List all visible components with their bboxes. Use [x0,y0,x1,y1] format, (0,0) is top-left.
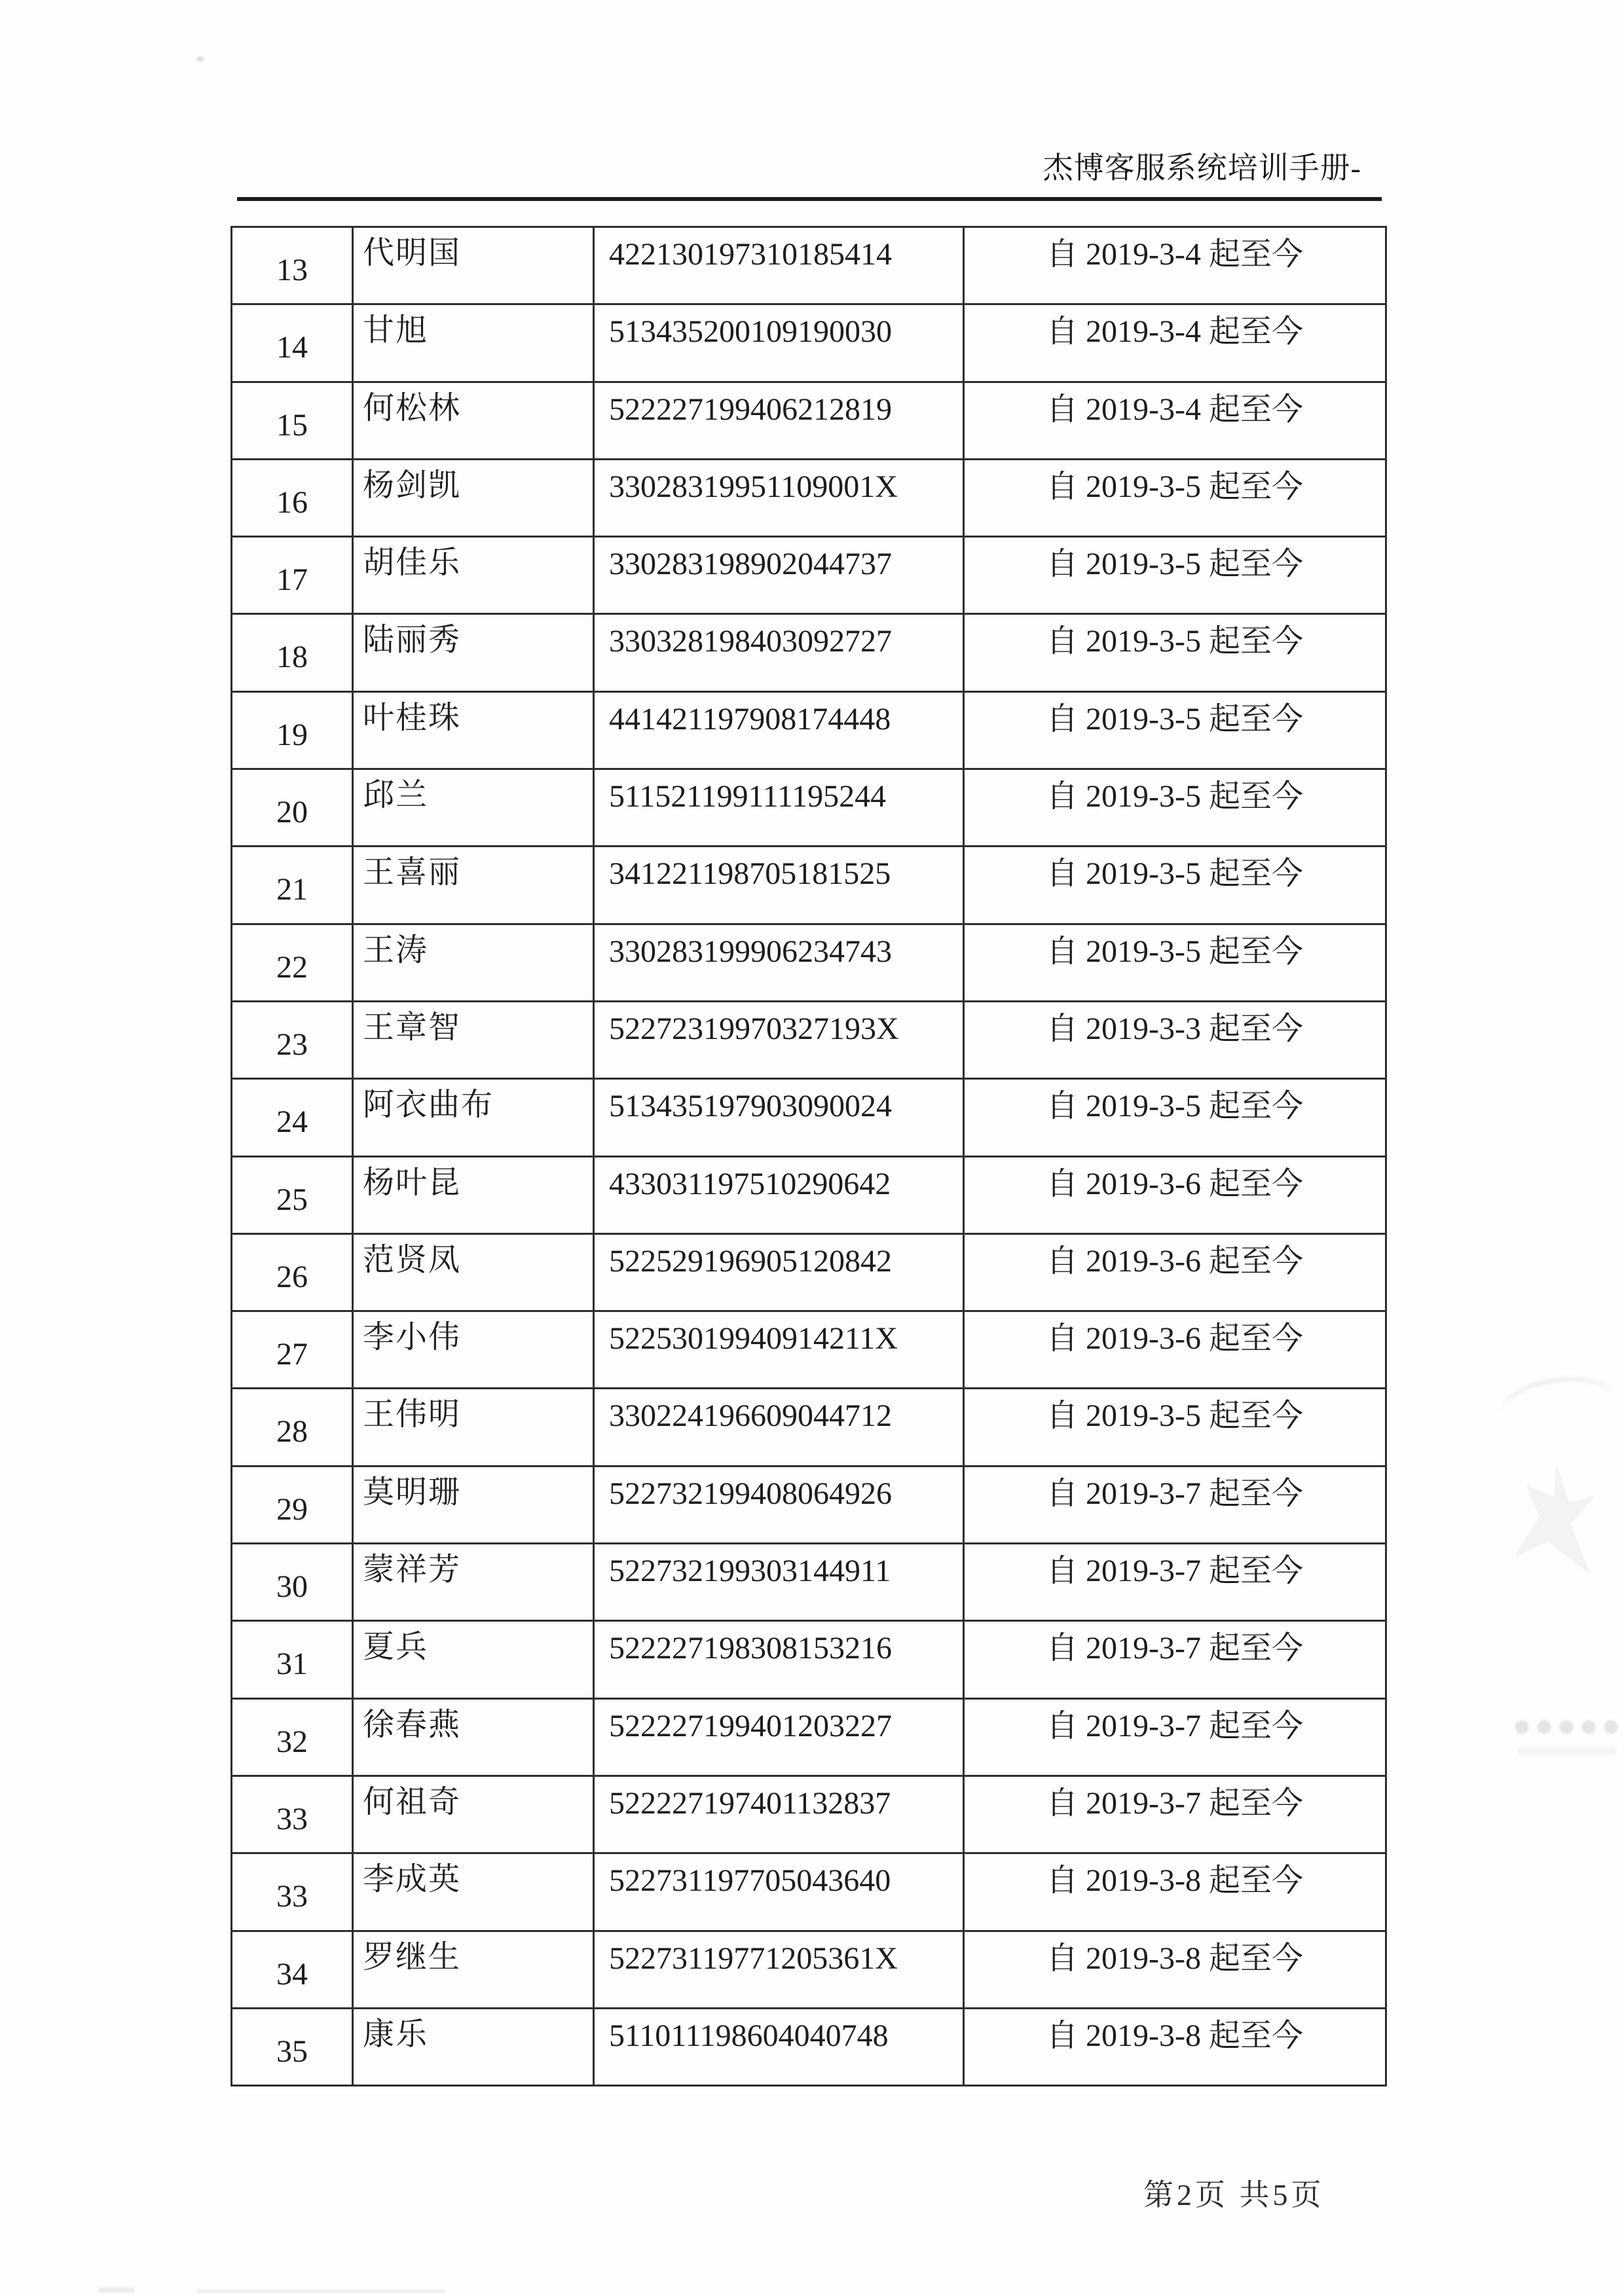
employment-period-cell: 自 2019-3-6 起至今 [964,1233,1386,1311]
scan-artifact-dots [1511,1717,1624,1739]
name-cell: 阿衣曲布 [353,1079,594,1156]
name-cell: 王涛 [353,924,594,1001]
row-number-cell: 26 [232,1233,353,1311]
table-row [232,1544,1386,1621]
table-row [232,1156,1386,1233]
table-row [232,304,1386,382]
id-number-cell: 522227199406212819 [594,382,964,459]
table-row [232,1389,1386,1466]
row-number-cell: 19 [232,691,353,769]
id-number-cell: 330328198403092727 [594,614,964,691]
name-cell: 徐春燕 [353,1698,594,1776]
name-cell: 甘旭 [353,304,594,382]
table-row [232,2008,1386,2085]
name-cell: 代明国 [353,227,594,304]
id-number-cell: 33028319951109001X [594,459,964,536]
table-row [232,227,1386,304]
row-number-cell: 17 [232,537,353,614]
name-cell: 李成英 [353,1853,594,1931]
table-row [232,1698,1386,1776]
row-number-cell: 13 [232,227,353,304]
employment-period-cell: 自 2019-3-7 起至今 [964,1698,1386,1776]
row-number-cell: 15 [232,382,353,459]
name-cell: 夏兵 [353,1621,594,1698]
table-row [232,1931,1386,2008]
table-row [232,1001,1386,1078]
name-cell: 何松林 [353,382,594,459]
employment-period-cell: 自 2019-3-5 起至今 [964,769,1386,847]
employment-period-cell: 自 2019-3-5 起至今 [964,459,1386,536]
id-number-cell: 433031197510290642 [594,1156,964,1233]
row-number-cell: 33 [232,1853,353,1931]
id-number-cell: 52253019940914211X [594,1311,964,1389]
row-number-cell: 34 [232,1931,353,2008]
name-cell: 莫明珊 [353,1466,594,1543]
id-number-cell: 52273119771205361X [594,1931,964,2008]
id-number-cell: 330224196609044712 [594,1389,964,1466]
name-cell: 范贤凤 [353,1233,594,1311]
scan-artifact-speck [196,56,204,62]
id-number-cell: 522731197705043640 [594,1853,964,1931]
id-number-cell: 522227197401132837 [594,1776,964,1853]
id-number-cell: 330283198902044737 [594,537,964,614]
id-number-cell: 441421197908174448 [594,691,964,769]
row-number-cell: 23 [232,1001,353,1078]
scan-artifact-star [1509,1463,1595,1575]
table-row [232,691,1386,769]
row-number-cell: 29 [232,1466,353,1543]
scan-artifact-swirl [1496,1370,1618,1440]
table-row [232,1311,1386,1389]
id-number-cell: 522732199408064926 [594,1466,964,1543]
id-number-cell: 522227198308153216 [594,1621,964,1698]
name-cell: 李小伟 [353,1311,594,1389]
name-cell: 陆丽秀 [353,614,594,691]
id-number-cell: 341221198705181525 [594,847,964,924]
table-row [232,1853,1386,1931]
employment-period-cell: 自 2019-3-5 起至今 [964,1079,1386,1156]
name-cell: 何祖奇 [353,1776,594,1853]
scan-artifact-smudge [1518,1747,1616,1755]
table-row [232,614,1386,691]
row-number-cell: 33 [232,1776,353,1853]
name-cell: 叶桂珠 [353,691,594,769]
employment-period-cell: 自 2019-3-5 起至今 [964,537,1386,614]
table-row [232,769,1386,847]
id-number-cell: 513435200109190030 [594,304,964,382]
table-row [232,537,1386,614]
row-number-cell: 18 [232,614,353,691]
roster-table [231,226,1387,2086]
employment-period-cell: 自 2019-3-4 起至今 [964,304,1386,382]
scan-artifact-bottom-edge [98,2287,134,2293]
page-footer: 第2页 共5页 [1143,2178,1325,2212]
row-number-cell: 14 [232,304,353,382]
name-cell: 蒙祥芳 [353,1544,594,1621]
name-cell: 杨剑凯 [353,459,594,536]
row-number-cell: 35 [232,2008,353,2085]
id-number-cell: 522529196905120842 [594,1233,964,1311]
employment-period-cell: 自 2019-3-5 起至今 [964,614,1386,691]
table-row [232,1466,1386,1543]
row-number-cell: 32 [232,1698,353,1776]
employment-period-cell: 自 2019-3-7 起至今 [964,1466,1386,1543]
id-number-cell: 522732199303144911 [594,1544,964,1621]
employment-period-cell: 自 2019-3-3 起至今 [964,1001,1386,1078]
employment-period-cell: 自 2019-3-8 起至今 [964,1931,1386,2008]
table-row [232,459,1386,536]
id-number-cell: 330283199906234743 [594,924,964,1001]
employment-period-cell: 自 2019-3-6 起至今 [964,1311,1386,1389]
employment-period-cell: 自 2019-3-7 起至今 [964,1544,1386,1621]
employment-period-cell: 自 2019-3-7 起至今 [964,1621,1386,1698]
row-number-cell: 16 [232,459,353,536]
name-cell: 胡佳乐 [353,537,594,614]
row-number-cell: 28 [232,1389,353,1466]
row-number-cell: 24 [232,1079,353,1156]
table-row [232,1079,1386,1156]
row-number-cell: 30 [232,1544,353,1621]
name-cell: 杨叶昆 [353,1156,594,1233]
table-row [232,1776,1386,1853]
scan-artifact-bottom-edge [196,2289,445,2293]
table-row [232,382,1386,459]
employment-period-cell: 自 2019-3-6 起至今 [964,1156,1386,1233]
employment-period-cell: 自 2019-3-5 起至今 [964,1389,1386,1466]
name-cell: 王喜丽 [353,847,594,924]
id-number-cell: 511521199111195244 [594,769,964,847]
employment-period-cell: 自 2019-3-7 起至今 [964,1776,1386,1853]
id-number-cell: 422130197310185414 [594,227,964,304]
employment-period-cell: 自 2019-3-5 起至今 [964,924,1386,1001]
name-cell: 罗继生 [353,1931,594,2008]
name-cell: 王伟明 [353,1389,594,1466]
employment-period-cell: 自 2019-3-8 起至今 [964,1853,1386,1931]
row-number-cell: 25 [232,1156,353,1233]
table-row [232,847,1386,924]
row-number-cell: 21 [232,847,353,924]
name-cell: 邱兰 [353,769,594,847]
table-row [232,924,1386,1001]
name-cell: 王章智 [353,1001,594,1078]
roster-table-body [232,227,1386,2086]
employment-period-cell: 自 2019-3-5 起至今 [964,691,1386,769]
name-cell: 康乐 [353,2008,594,2085]
employment-period-cell: 自 2019-3-8 起至今 [964,2008,1386,2085]
id-number-cell: 513435197903090024 [594,1079,964,1156]
id-number-cell: 522227199401203227 [594,1698,964,1776]
row-number-cell: 31 [232,1621,353,1698]
header-rule [237,197,1382,201]
row-number-cell: 27 [232,1311,353,1389]
employment-period-cell: 自 2019-3-4 起至今 [964,227,1386,304]
id-number-cell: 511011198604040748 [594,2008,964,2085]
employment-period-cell: 自 2019-3-5 起至今 [964,847,1386,924]
table-row [232,1233,1386,1311]
page-header-title: 杰博客服系统培训手册- [1043,151,1361,185]
employment-period-cell: 自 2019-3-4 起至今 [964,382,1386,459]
id-number-cell: 52272319970327193X [594,1001,964,1078]
row-number-cell: 22 [232,924,353,1001]
row-number-cell: 20 [232,769,353,847]
table-row [232,1621,1386,1698]
